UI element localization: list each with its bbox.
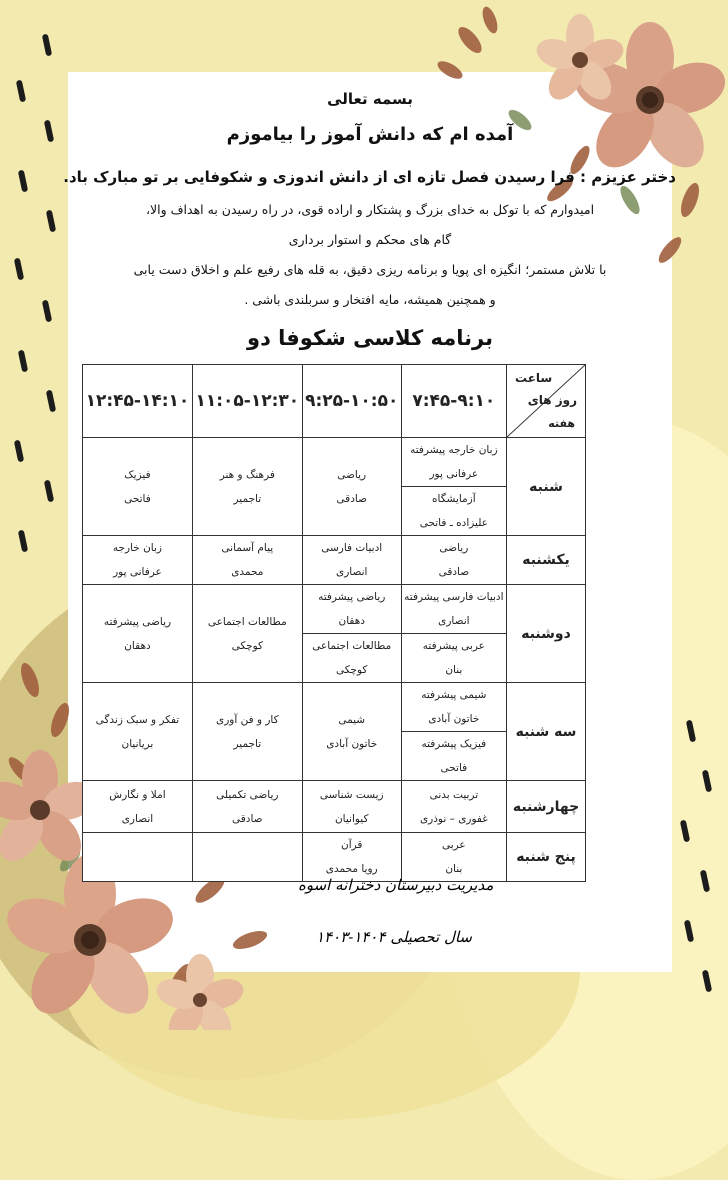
teacher: تاجمیر	[233, 737, 262, 750]
subject: فیزیک پیشرفته	[421, 738, 487, 750]
teacher: تاجمیر	[233, 492, 262, 505]
subject: شیمی پیشرفته	[421, 689, 487, 701]
subject: املا و نگارش	[109, 788, 166, 801]
teacher: فاتحی	[124, 492, 151, 505]
teacher: محمدی	[231, 566, 264, 578]
table-row	[83, 438, 586, 536]
teacher: صادقی	[336, 492, 367, 505]
basmala: بسمه تعالی	[327, 90, 413, 108]
class-cell	[302, 438, 401, 536]
class-cell	[83, 585, 193, 683]
corner-label-time: ساعت	[515, 371, 553, 385]
teacher: بنان	[445, 664, 463, 676]
class-cell	[83, 833, 193, 882]
teacher: علیزاده ـ فاتحی	[419, 517, 488, 529]
paragraph-line: گام های محکم و استوار برداری	[288, 232, 452, 247]
teacher: غفوری – نوذری	[419, 812, 488, 825]
academic-year: سال تحصیلی ۱۴۰۴-۱۴۰۳	[316, 928, 472, 946]
teacher: دهقان	[124, 639, 151, 652]
subject: عربی	[441, 839, 466, 851]
subject: کار و فن آوری	[215, 713, 279, 726]
teacher: فاتحی	[440, 762, 468, 774]
teacher: بنان	[445, 863, 463, 875]
class-cell	[302, 585, 401, 683]
day-cell: یکشنبه	[507, 536, 586, 585]
teacher: صادقی	[232, 812, 263, 825]
time-header: ۱۲:۴۵-۱۴:۱۰	[83, 365, 193, 438]
table-row	[83, 833, 586, 882]
teacher: عرفانی پور	[113, 566, 162, 578]
subject: ادبیات فارسی	[321, 542, 383, 554]
subject: ریاضی	[337, 468, 367, 481]
teacher: رویا محمدی	[325, 863, 378, 875]
subject: ریاضی پیشرفته	[318, 591, 386, 603]
subject: پیام آسمانی	[221, 542, 274, 554]
subject: ریاضی تکمیلی	[216, 788, 279, 801]
teacher: دهقان	[338, 615, 365, 627]
subject: عربی پیشرفته	[422, 640, 485, 652]
class-cell	[302, 833, 401, 882]
subject: قرآن	[340, 839, 363, 851]
flower-bouquet-top-right	[430, 0, 728, 300]
teacher: کیوانیان	[334, 812, 369, 825]
class-cell	[401, 833, 506, 882]
class-cell	[401, 683, 506, 781]
class-cell	[83, 536, 193, 585]
teacher: بریانیان	[121, 737, 154, 750]
subject: ریاضی پیشرفته	[103, 615, 172, 628]
paragraph-line: امیدوارم که با توکل به خدای بزرگ و پشتکار و اراده قوی، در راه رسیدن به اهداف والا،	[145, 202, 595, 217]
subject: فیزیک	[124, 468, 151, 481]
class-cell	[302, 781, 401, 833]
teacher: کوچکی	[335, 664, 368, 676]
class-cell	[192, 438, 302, 536]
subject: ریاضی	[439, 542, 469, 554]
class-cell	[83, 683, 193, 781]
subject: تربیت بدنی	[429, 788, 479, 801]
class-cell	[302, 683, 401, 781]
table-row	[83, 683, 586, 781]
class-cell	[401, 438, 506, 536]
time-header: ۱۱:۰۵-۱۲:۳۰	[192, 365, 302, 438]
schedule-table	[82, 364, 586, 882]
teacher: انصاری	[438, 615, 470, 627]
teacher: خاتون آبادی	[326, 737, 378, 750]
greeting-line: دختر عزیزم : فرا رسیدن فصل تازه ای از دانش اندوزی و شکوفایی بر تو مبارک باد.	[63, 168, 676, 186]
corner-label-week: هفته	[548, 417, 575, 430]
teacher: کوچکی	[231, 639, 264, 652]
subject: زبان خارجه پیشرفته	[410, 444, 498, 456]
day-cell: دوشنبه	[507, 585, 586, 683]
subject: مطالعات اجتماعی	[312, 640, 392, 652]
teacher: خاتون آبادی	[428, 713, 480, 725]
page-title: آمده ام که دانش آموز را بیاموزم	[226, 124, 514, 145]
decorative-dashes-right	[668, 700, 728, 1030]
class-cell	[302, 536, 401, 585]
paragraph-line: با تلاش مستمر؛ انگیزه ای پویا و برنامه ریزی دقیق، به قله های رفیع علم و اخلاق دست یابی	[133, 262, 607, 277]
class-cell	[192, 585, 302, 683]
class-cell	[192, 536, 302, 585]
class-cell	[83, 781, 193, 833]
subject: زیست شناسی	[319, 788, 384, 801]
table-row	[83, 781, 586, 833]
class-cell	[192, 833, 302, 882]
time-header: ۹:۲۵-۱۰:۵۰	[302, 365, 401, 438]
table-header-row	[83, 365, 586, 438]
day-cell: چهارشنبه	[507, 781, 586, 833]
class-cell	[401, 536, 506, 585]
school-management-signature: مدیریت دبیرستان دخترانه اسوه	[298, 876, 494, 894]
table-row	[83, 536, 586, 585]
table-row	[83, 585, 586, 683]
subject: ادبیات فارسی پیشرفته	[404, 591, 504, 603]
subject: تفکر و سبک زندگی	[95, 713, 180, 726]
class-cell	[401, 781, 506, 833]
schedule-title: برنامه کلاسی شکوفا دو	[247, 326, 493, 350]
teacher: انصاری	[335, 566, 368, 578]
paragraph-line: و همچنین همیشه، مایه افتخار و سربلندی باشی .	[244, 292, 496, 307]
day-cell: شنبه	[507, 438, 586, 536]
teacher: صادقی	[438, 566, 470, 578]
teacher: انصاری	[121, 812, 154, 825]
time-header: ۷:۴۵-۹:۱۰	[401, 365, 506, 438]
class-cell	[192, 781, 302, 833]
corner-label-days: روز های	[527, 393, 577, 407]
class-cell	[192, 683, 302, 781]
subject: مطالعات اجتماعی	[207, 615, 287, 628]
teacher: عرفانی پور	[429, 468, 479, 480]
class-cell	[401, 585, 506, 683]
subject: آزمایشگاه	[432, 493, 476, 505]
class-cell	[83, 438, 193, 536]
day-cell: سه شنبه	[507, 683, 586, 781]
subject: فرهنگ و هنر	[219, 468, 275, 481]
day-cell: پنج شنبه	[507, 833, 586, 882]
subject: زبان خارجه	[112, 542, 162, 554]
header-corner-cell	[507, 365, 586, 438]
subject: شیمی	[338, 713, 366, 726]
